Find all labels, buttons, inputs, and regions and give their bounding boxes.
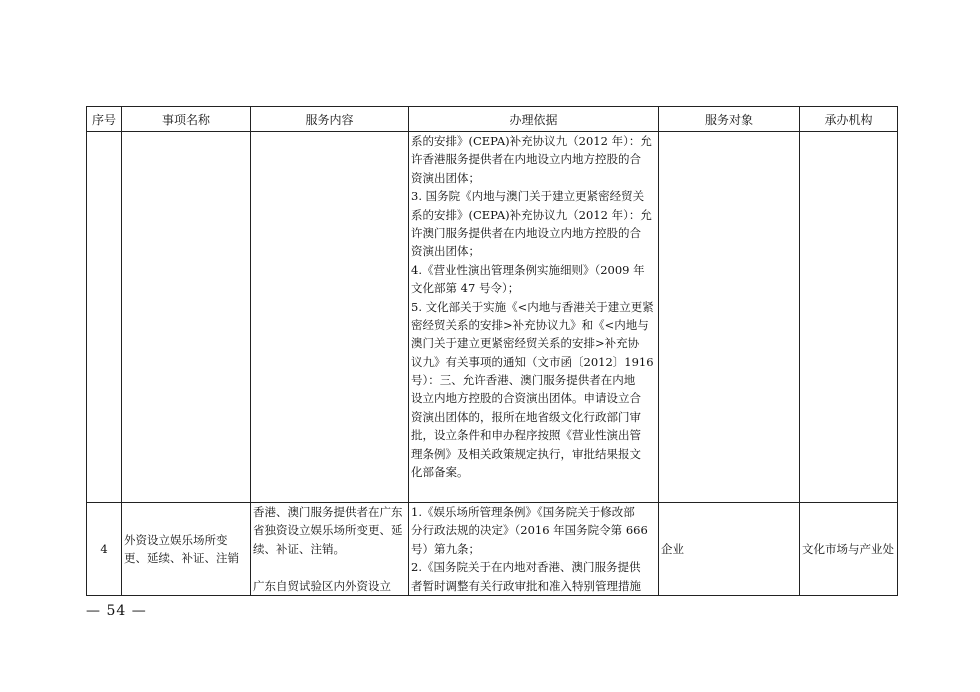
basis-line: 分行政法规的决定》（2016 年国务院令第 666 — [411, 523, 648, 538]
header-basis: 办理依据 — [409, 107, 659, 132]
header-seq: 序号 — [87, 107, 122, 132]
header-service-target: 服务对象 — [659, 107, 800, 132]
table-row — [87, 503, 898, 596]
table-row — [87, 132, 898, 503]
basis-line: 号）：三、允许香港、澳门服务提供者在内地 — [411, 373, 636, 388]
service-line: 香港、澳门服务提供者在广东 — [253, 505, 403, 519]
basis-line: 资演出团体； — [411, 170, 480, 185]
header-organization: 承办机构 — [800, 107, 898, 132]
basis-line: 许香港服务提供者在内地设立内地方控股的合 — [411, 152, 641, 167]
cell-basis — [409, 503, 659, 596]
basis-line: 系的安排》(CEPA)补充协议九（2012 年）：允 — [411, 207, 652, 222]
basis-line: 理条例》及相关政策规定执行，审批结果报文 — [411, 446, 641, 461]
cell-service-target: 企业 — [659, 503, 800, 596]
header-service-content: 服务内容 — [251, 107, 409, 132]
cell-item-name — [122, 132, 251, 503]
cell-organization — [800, 132, 898, 503]
basis-line: 1.《娱乐场所管理条例》《国务院关于修改部 — [411, 505, 635, 519]
cell-service-target — [659, 132, 800, 503]
basis-line: 批，设立条件和申办程序按照《营业性演出管 — [411, 428, 641, 443]
cell-seq: 4 — [87, 503, 122, 596]
basis-line: 4.《营业性演出管理条例实施细则》（2009 年 — [411, 262, 645, 277]
header-item-name: 事项名称 — [122, 107, 251, 132]
cell-basis — [409, 132, 659, 503]
basis-line: 2.《国务院关于在内地对香港、澳门服务提供 — [411, 560, 641, 575]
service-line: 省独资设立娱乐场所变更、延 — [253, 523, 403, 538]
cell-seq — [87, 132, 122, 503]
basis-line: 化部备案。 — [411, 465, 469, 480]
basis-line: 澳门关于建立更紧密经贸关系的安排>补充协 — [411, 336, 640, 351]
basis-line: 议九》有关事项的通知（文市函〔2012〕1916 — [411, 354, 654, 369]
basis-line: 者暂时调整有关行政审批和准入特别管理措施 — [411, 578, 641, 593]
cell-service-content — [251, 503, 409, 596]
cell-item-name: 外资设立娱乐场所变更、延续、补证、注销 — [122, 503, 251, 596]
basis-line: 设立内地方控股的合资演出团体。申请设立合 — [411, 391, 641, 406]
basis-line: 3. 国务院《内地与澳门关于建立更紧密经贸关 — [411, 189, 645, 204]
basis-line: 系的安排》(CEPA)补充协议九（2012 年）：允 — [411, 134, 652, 148]
basis-line: 资演出团体； — [411, 244, 480, 259]
basis-line: 5. 文化部关于实施《<内地与香港关于建立更紧 — [411, 299, 654, 314]
basis-line: 许澳门服务提供者在内地设立内地方控股的合 — [411, 225, 641, 240]
basis-line: 文化部第 47 号令）； — [411, 281, 520, 296]
cell-service-content — [251, 132, 409, 503]
service-items-table — [86, 106, 898, 596]
cell-organization: 文化市场与产业处 — [800, 503, 898, 596]
basis-line: 资演出团体的，报所在地省级文化行政部门审 — [411, 409, 641, 424]
basis-line: 密经贸关系的安排>补充协议九》和《<内地与 — [411, 317, 649, 332]
service-line: 广东自贸试验区内外资设立 — [253, 578, 391, 593]
basis-line: 号）第九条； — [411, 541, 480, 556]
table-header-row — [87, 107, 898, 132]
page-number: — 54 — — [86, 603, 147, 619]
service-line: 续、补证、注销。 — [253, 541, 345, 556]
